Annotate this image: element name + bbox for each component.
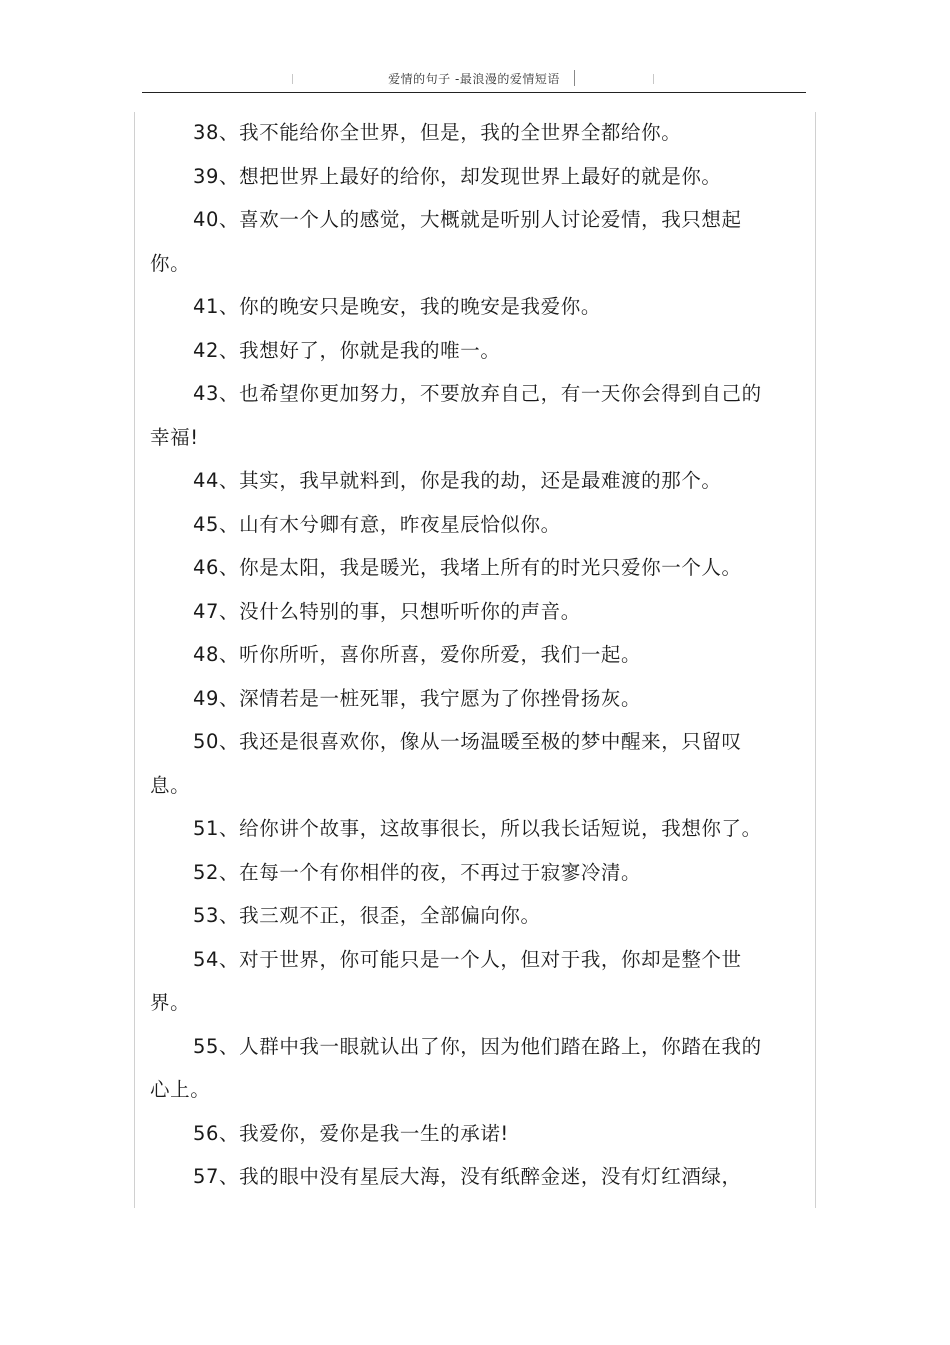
list-item: 44、其实，我早就料到，你是我的劫，还是最难渡的那个。 [193, 469, 722, 492]
list-item: 55、人群中我一眼就认出了你，因为他们踏在路上，你踏在我的心上。 [150, 1034, 762, 1101]
document-body [150, 111, 790, 1199]
list-item: 48、听你所听，喜你所喜，爱你所爱，我们一起。 [193, 643, 642, 666]
list-item: 39、想把世界上最好的给你，却发现世界上最好的就是你。 [193, 164, 722, 188]
list-item: 38、我不能给你全世界，但是，我的全世界全都给你。 [193, 121, 682, 144]
list-item: 43、也希望你更加努力，不要放弃自己，有一天你会得到自己的幸福! [150, 382, 762, 449]
list-item: 42、我想好了，你就是我的唯一。 [193, 338, 501, 362]
list-item: 47、没什么特别的事，只想听听你的声音。 [193, 599, 581, 623]
list-item: 40、喜欢一个人的感觉，大概就是听别人讨论爱情，我只想起你。 [150, 208, 742, 275]
left-margin-line [134, 112, 135, 1208]
list-item: 57、我的眼中没有星辰大海，没有纸醉金迷，没有灯红酒绿， [193, 1165, 742, 1188]
list-item: 50、我还是很喜欢你，像从一场温暖至极的梦中醒来，只留叹息。 [150, 730, 742, 797]
list-item: 52、在每一个有你相伴的夜，不再过于寂寥冷清。 [193, 860, 642, 884]
list-item: 46、你是太阳，我是暖光，我堵上所有的时光只爱你一个人。 [193, 556, 742, 579]
list-item: 51、给你讲个故事，这故事很长，所以我长话短说，我想你了。 [193, 817, 762, 840]
list-item: 49、深情若是一桩死罪，我宁愿为了你挫骨扬灰。 [193, 686, 642, 710]
list-item: 45、山有木兮卿有意，昨夜星辰恰似你。 [193, 512, 561, 536]
list-item: 54、对于世界，你可能只是一个人，但对于我，你却是整个世界。 [150, 947, 742, 1014]
list-item: 53、我三观不正，很歪，全部偏向你。 [193, 904, 541, 927]
right-margin-line [815, 112, 816, 1208]
page-header [142, 62, 806, 93]
list-item: 41、你的晚安只是晚安，我的晚安是我爱你。 [193, 295, 601, 318]
list-item: 56、我爱你，爱你是我一生的承诺! [193, 1121, 509, 1145]
header-title: 爱情的句子 -最浪漫的爱情短语 [388, 72, 560, 86]
